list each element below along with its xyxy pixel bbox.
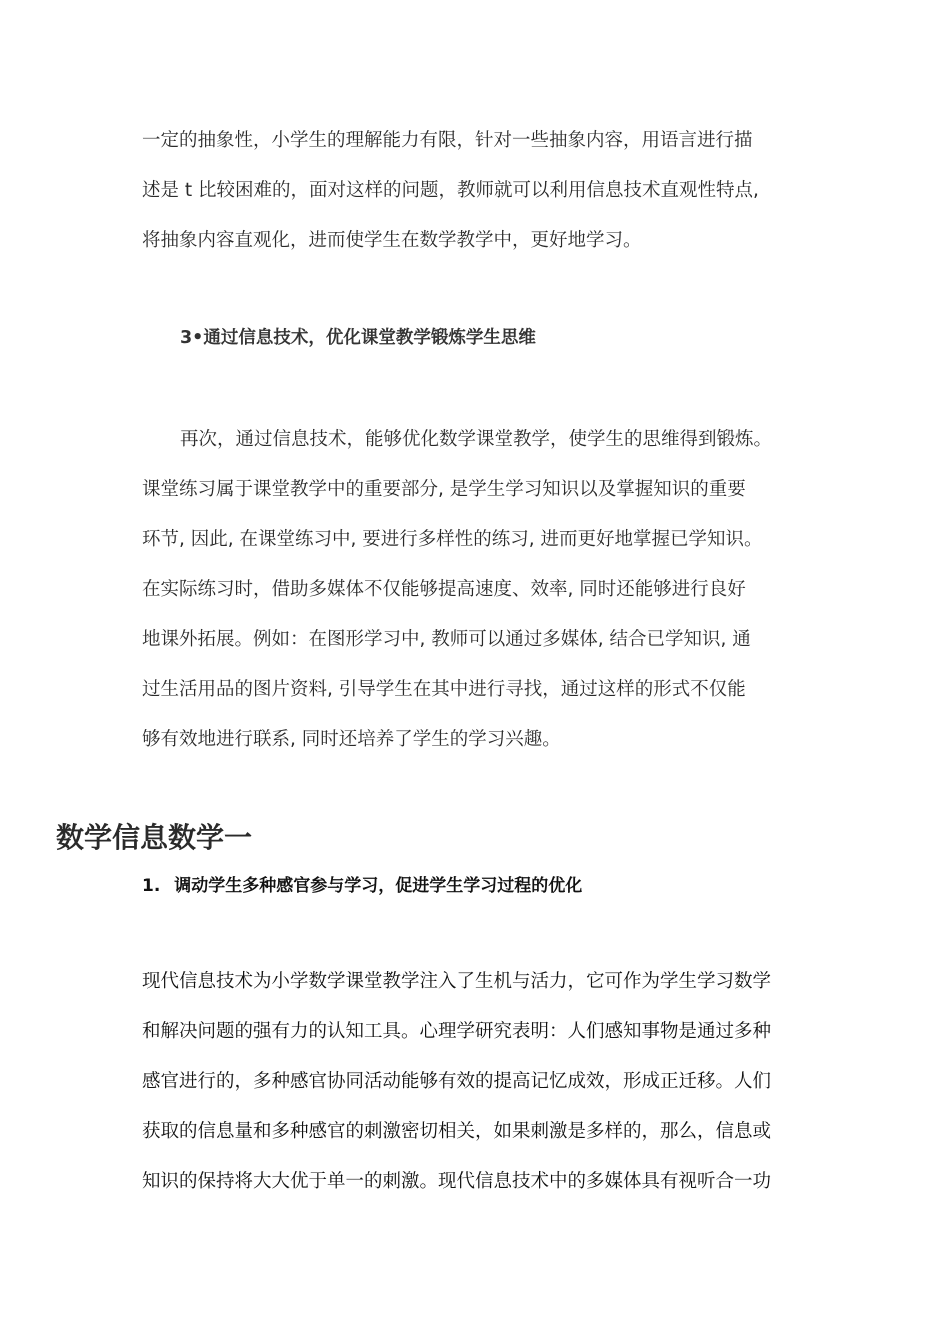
paragraph-line: 现代信息技术为小学数学课堂教学注入了生机与活力，它可作为学生学习数学: [142, 971, 772, 992]
paragraph-line: 一定的抽象性，小学生的理解能力有限，针对一些抽象内容，用语言进行描: [142, 130, 753, 151]
list-item-heading: [142, 874, 582, 898]
paragraph-line: 课堂练习属于课堂教学中的重要部分, 是学生学习知识以及掌握知识的重要: [142, 479, 746, 500]
paragraph-line: 获取的信息量和多种感官的刺激密切相关，如果刺激是多样的，那么，信息或: [142, 1121, 772, 1142]
paragraph-line: 再次，通过信息技术，能够优化数学课堂教学，使学生的思维得到锻炼。: [180, 429, 773, 450]
paragraph-line: 环节, 因此, 在课堂练习中, 要进行多样性的练习, 进而更好地掌握已学知识。: [142, 529, 763, 550]
chapter-heading: 数学信息数学一: [56, 821, 253, 854]
paragraph-line: 过生活用品的图片资料, 引导学生在其中进行寻找，通过这样的形式不仅能: [142, 679, 746, 700]
paragraph-line: 知识的保持将大大优于单一的刺激。现代信息技术中的多媒体具有视听合一功: [142, 1171, 772, 1192]
paragraph-line: 够有效地进行联系, 同时还培养了学生的学习兴趣。: [142, 729, 561, 750]
section-heading: 3•通过信息技术，优化课堂教学锻炼学生思维: [180, 328, 536, 348]
paragraph-line: 和解决问题的强有力的认知工具。心理学研究表明：人们感知事物是通过多种: [142, 1021, 772, 1042]
paragraph-line: 将抽象内容直观化，进而使学生在数学教学中，更好地学习。: [142, 230, 642, 251]
paragraph-line: 在实际练习时，借助多媒体不仅能够提高速度、效率, 同时还能够进行良好: [142, 579, 746, 600]
paragraph-line: 感官进行的，多种感官协同活动能够有效的提高记忆成效，形成正迁移。人们: [142, 1071, 772, 1092]
paragraph-line: 述是 t 比较困难的，面对这样的问题，教师就可以利用信息技术直观性特点,: [142, 180, 759, 201]
paragraph-line: 地课外拓展。例如：在图形学习中, 教师可以通过多媒体, 结合已学知识, 通: [142, 629, 751, 650]
list-item-text: 调动学生多种感官参与学习，促进学生学习过程的优化: [174, 876, 583, 896]
list-item-number: 1.: [142, 876, 161, 896]
